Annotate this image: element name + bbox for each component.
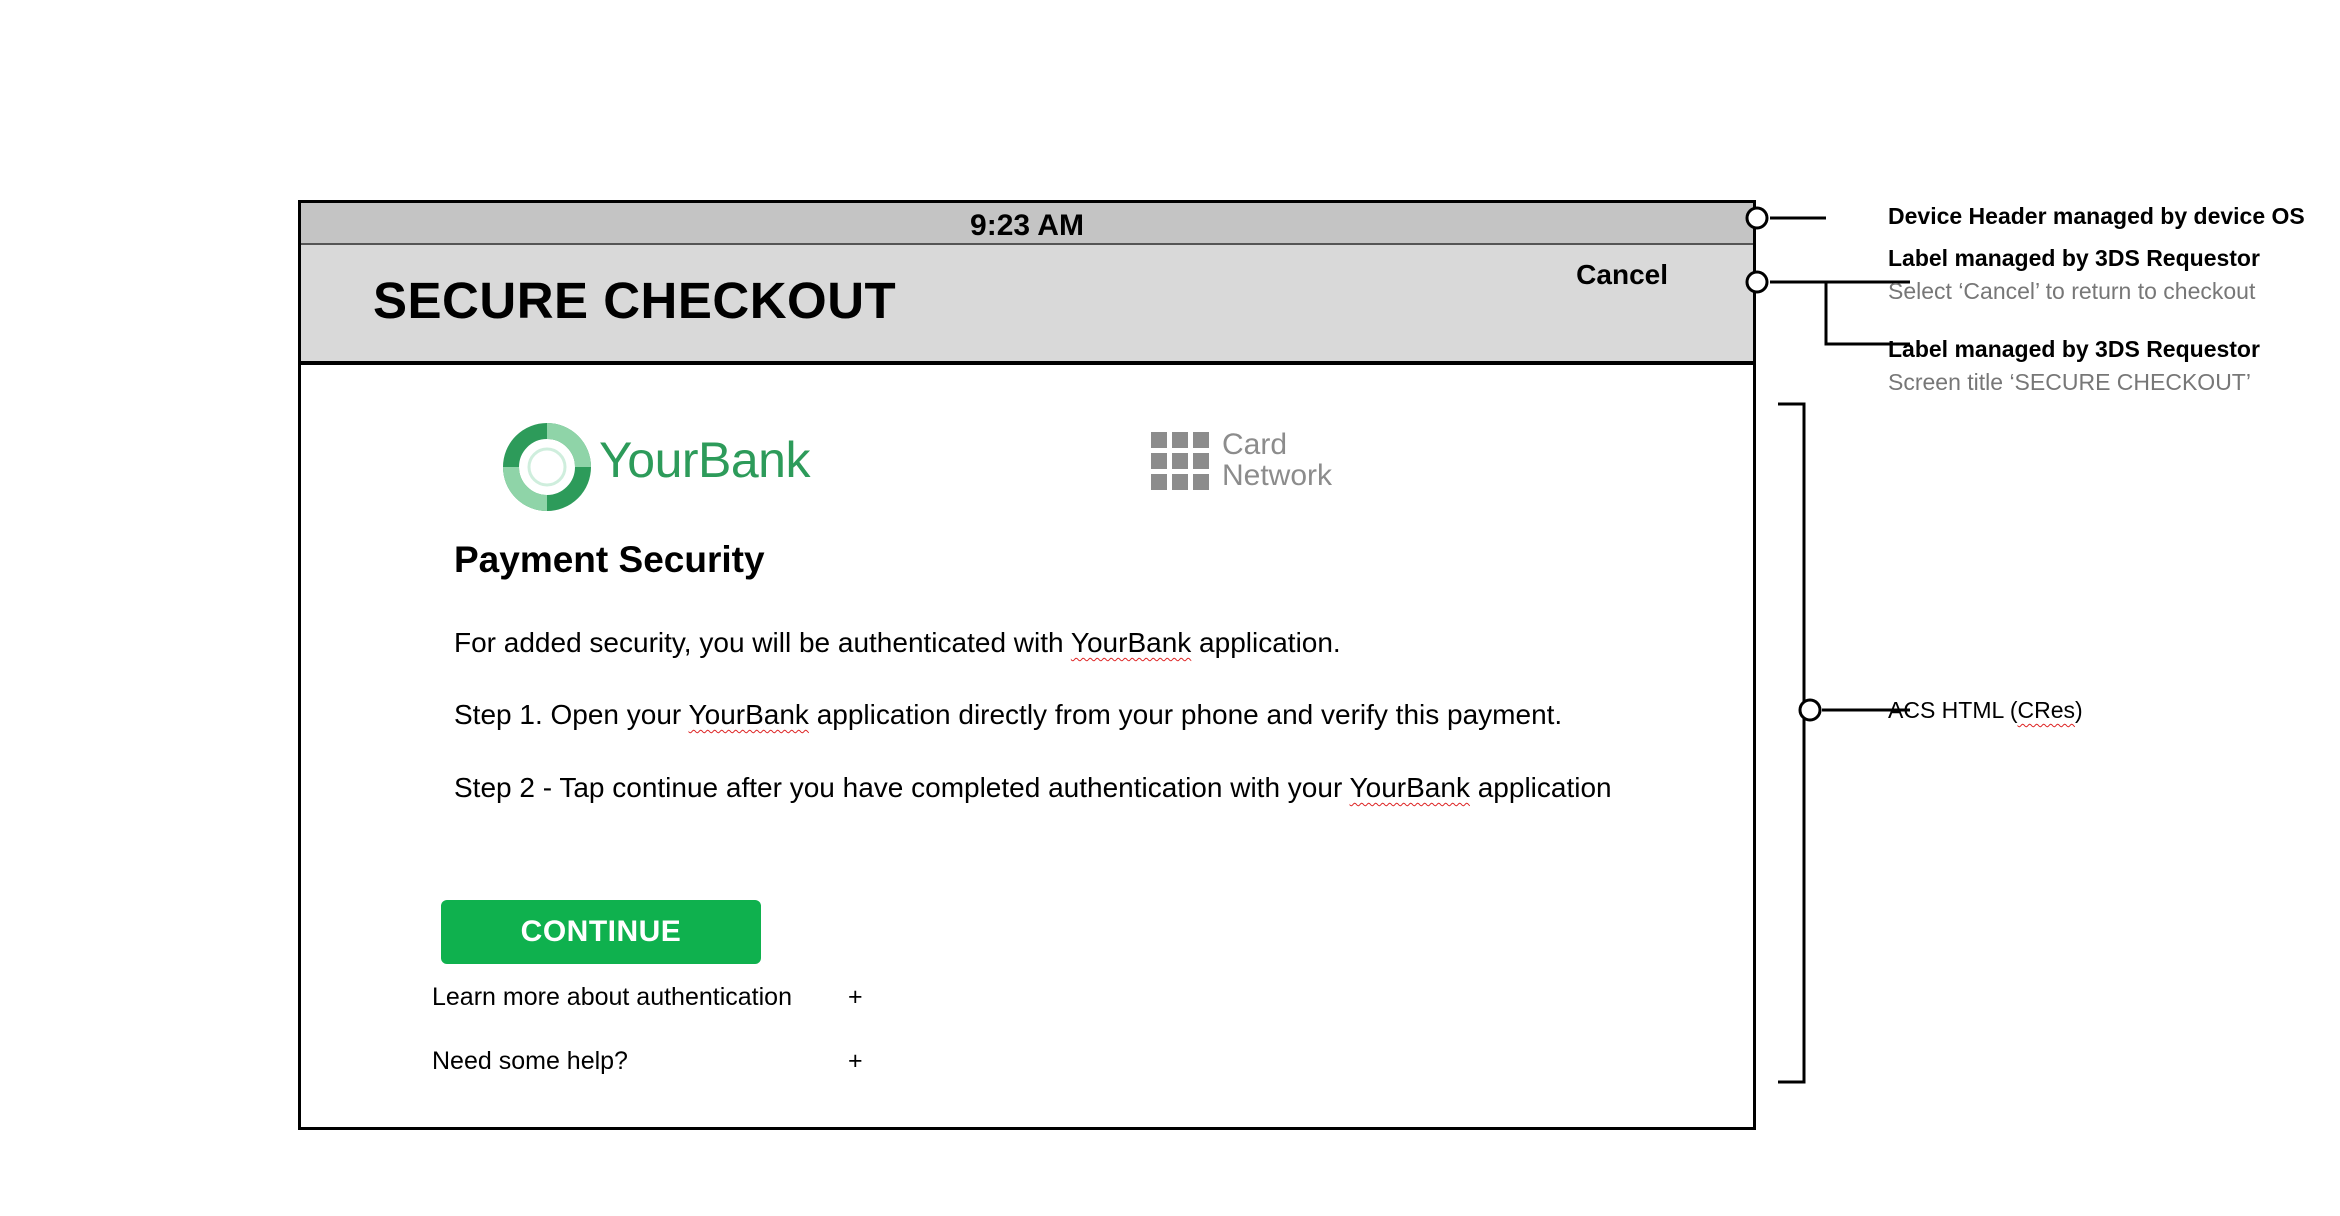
acs-html-marker: [1800, 700, 1820, 720]
annotation-title-sub: Screen title ‘SECURE CHECKOUT’: [1888, 369, 2251, 395]
step1-after: application directly from your phone and verify this payment.: [808, 699, 1563, 730]
card-network-line1: Card: [1222, 428, 1288, 461]
annotation-title-main: Label managed by 3DS Requestor: [1888, 336, 2260, 362]
status-time: 9:23 AM: [970, 209, 1084, 242]
cancel-button[interactable]: Cancel: [1576, 259, 1668, 290]
content-title: Payment Security: [454, 539, 765, 580]
intro-after: application.: [1191, 627, 1341, 658]
step1-bank: YourBank: [688, 699, 809, 730]
annotation-cancel-main: Label managed by 3DS Requestor: [1888, 245, 2260, 271]
acs-annotation-after: ): [2075, 697, 2083, 723]
need-help-label: Need some help?: [432, 1047, 628, 1075]
learn-more-label: Learn more about authentication: [432, 983, 792, 1011]
device-header-marker: [1747, 208, 1767, 228]
step2-bank: YourBank: [1349, 772, 1470, 803]
expand-plus-icon[interactable]: +: [848, 983, 863, 1011]
annotation-cancel-sub: Select ‘Cancel’ to return to checkout: [1888, 278, 2256, 304]
continue-button[interactable]: CONTINUE: [441, 900, 761, 964]
intro-before: For added security, you will be authenticated with: [454, 627, 1071, 658]
acs-annotation-word: CRes: [2017, 697, 2076, 723]
card-network-line2: Network: [1222, 459, 1333, 492]
annotation-acs-html: [1888, 697, 2083, 724]
annotation-device-header: Device Header managed by device OS: [1888, 203, 2305, 229]
intro-bank: YourBank: [1070, 627, 1192, 658]
step2-before: Step 2 - Tap continue after you have completed authentication with your: [454, 772, 1350, 803]
step1-before: Step 1. Open your: [454, 699, 689, 730]
bank-name: YourBank: [599, 432, 810, 488]
expand-plus-icon[interactable]: +: [848, 1047, 863, 1075]
acs-annotation-before: ACS HTML (: [1888, 697, 2018, 723]
screen-title: SECURE CHECKOUT: [373, 272, 897, 329]
requestor-label-marker: [1747, 272, 1767, 292]
step2-after: application: [1469, 772, 1612, 803]
